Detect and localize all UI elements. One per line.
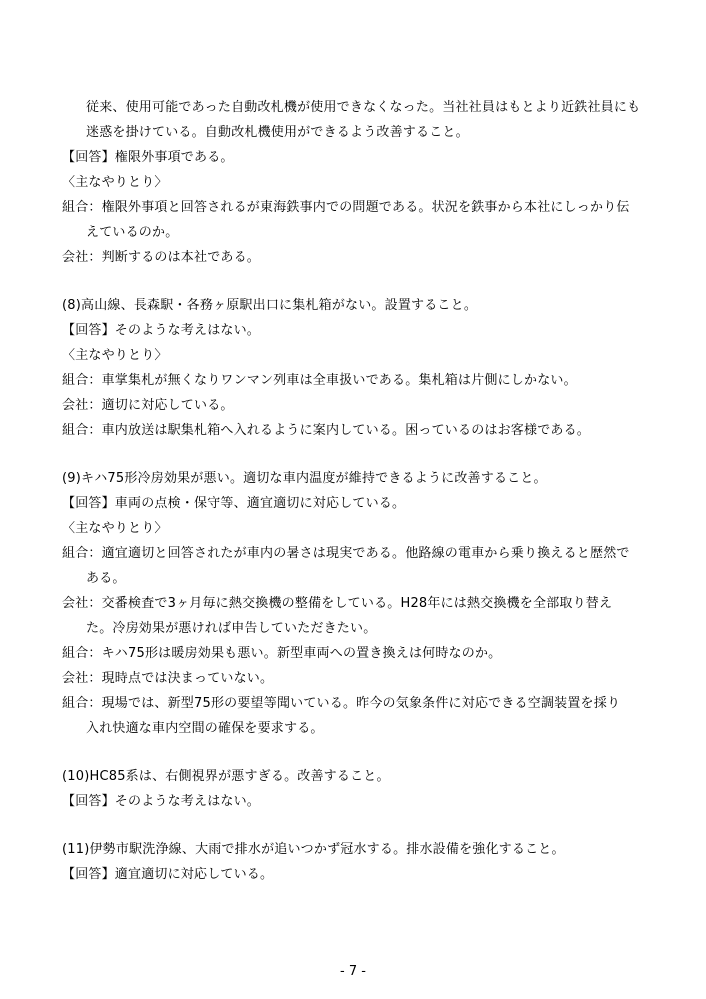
text-line: 組合：車掌集札が無くなりワンマン列車は全車扱いである。集札箱は片側にしかない。 (62, 373, 577, 388)
text-line: 組合：適宜適切と回答されたが車内の暑さは現実である。他路線の電車から乗り換えると歴然で (62, 546, 630, 561)
text-line: 迷惑を掛けている。自動改札機使用ができるよう改善すること。 (86, 125, 469, 140)
text-line: 組合：車内放送は駅集札箱へ入れるように案内している。困っているのはお客様である。 (62, 423, 591, 438)
text-line: 会社：適切に対応している。 (62, 398, 234, 413)
answer-line: 【回答】そのような考えはない。 (62, 794, 261, 809)
exchange-heading: 〈主なやりとり〉 (62, 348, 168, 363)
item-heading: (8)高山線、長森駅・各務ヶ原駅出口に集札箱がない。設置すること。 (62, 298, 478, 313)
text-line: 会社：現時点では決まっていない。 (62, 671, 274, 686)
text-line: 入れ快適な車内空間の確保を要求する。 (86, 721, 324, 736)
text-line: ある。 (86, 571, 126, 586)
answer-line: 【回答】適宜適切に対応している。 (62, 867, 274, 882)
answer-line: 【回答】権限外事項である。 (62, 150, 234, 165)
text-line: 会社：交番検査で3ヶ月毎に熱交換機の整備をしている。H28年には熱交換機を全部取り替え (62, 596, 613, 611)
exchange-heading: 〈主なやりとり〉 (62, 175, 168, 190)
item-heading: (9)キハ75形冷房効果が悪い。適切な車内温度が維持できるように改善すること。 (62, 471, 547, 486)
text-line: 会社：判断するのは本社である。 (62, 250, 261, 265)
text-line: 組合：現場では、新型75形の要望等聞いている。昨今の気象条件に対応できる空調装置を採り (62, 696, 621, 711)
text-line: 組合：権限外事項と回答されるが東海鉄事内での問題である。状況を鉄事から本社にしっかり伝 (62, 200, 630, 215)
text-line: 組合：キハ75形は暖房効果も悪い。新型車両への置き換えは何時なのか。 (62, 646, 502, 661)
page-number: - 7 - (340, 964, 366, 979)
text-line: た。冷房効果が悪ければ申告していただきたい。 (86, 621, 377, 636)
item-heading: (11)伊勢市駅洗浄線、大雨で排水が追いつかず冠水する。排水設備を強化すること。 (62, 842, 565, 857)
answer-line: 【回答】車両の点検・保守等、適宜適切に対応している。 (62, 496, 406, 511)
text-line: 従来、使用可能であった自動改札機が使用できなくなった。当社社員はもとより近鉄社員にも (86, 100, 641, 115)
text-line: えているのか。 (86, 225, 179, 240)
item-heading: (10)HC85系は、右側視界が悪すぎる。改善すること。 (62, 769, 390, 784)
answer-line: 【回答】そのような考えはない。 (62, 323, 261, 338)
exchange-heading: 〈主なやりとり〉 (62, 521, 168, 536)
